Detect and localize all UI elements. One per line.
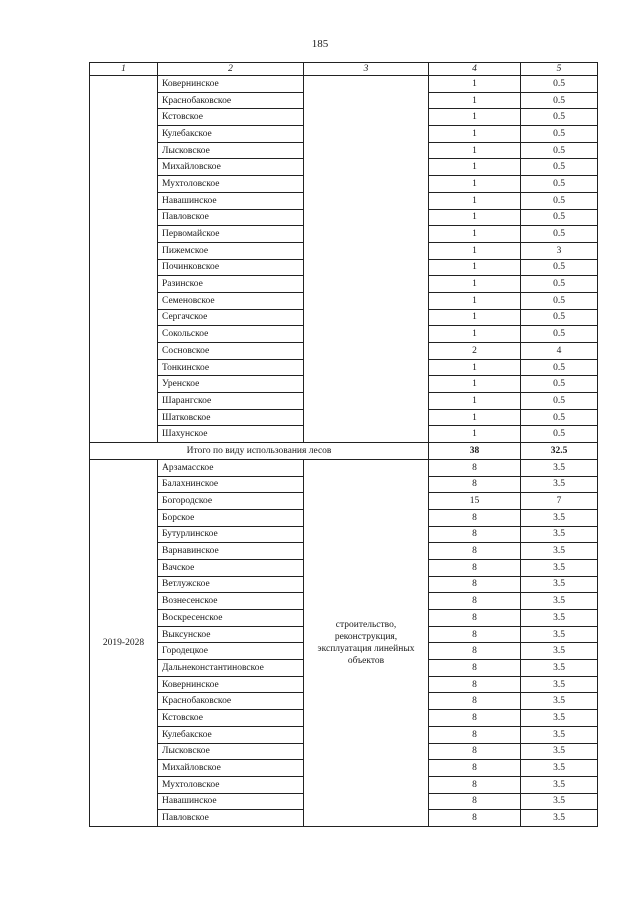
forestry-name-cell: Лысковское xyxy=(158,743,304,760)
count-cell: 8 xyxy=(429,776,521,793)
forestry-name-cell: Тонкинское xyxy=(158,359,304,376)
forestry-name-cell: Кулебакское xyxy=(158,726,304,743)
value-cell: 3.5 xyxy=(521,593,598,610)
count-cell: 8 xyxy=(429,810,521,827)
count-cell: 1 xyxy=(429,309,521,326)
forestry-name-cell: Краснобаковское xyxy=(158,693,304,710)
value-cell: 3.5 xyxy=(521,710,598,727)
forestry-name-cell: Вознесенское xyxy=(158,593,304,610)
table-row xyxy=(90,459,598,476)
count-cell: 8 xyxy=(429,526,521,543)
forestry-name-cell: Михайловское xyxy=(158,760,304,777)
value-cell: 0.5 xyxy=(521,176,598,193)
value-cell: 0.5 xyxy=(521,309,598,326)
count-cell: 8 xyxy=(429,476,521,493)
value-cell: 0.5 xyxy=(521,92,598,109)
forestry-name-cell: Павловское xyxy=(158,209,304,226)
count-cell: 1 xyxy=(429,359,521,376)
count-cell: 1 xyxy=(429,226,521,243)
value-cell: 0.5 xyxy=(521,409,598,426)
value-cell: 3.5 xyxy=(521,776,598,793)
period-cell xyxy=(90,76,158,443)
count-cell: 8 xyxy=(429,793,521,810)
forestry-name-cell: Разинское xyxy=(158,276,304,293)
forestry-name-cell: Шарангское xyxy=(158,393,304,410)
count-cell: 15 xyxy=(429,493,521,510)
total-value-cell: 32.5 xyxy=(521,443,598,460)
value-cell: 3.5 xyxy=(521,526,598,543)
value-cell: 3.5 xyxy=(521,743,598,760)
forestry-name-cell: Дальнеконстантиновское xyxy=(158,660,304,677)
forestry-name-cell: Шатковское xyxy=(158,409,304,426)
forestry-name-cell: Павловское xyxy=(158,810,304,827)
value-cell: 3.5 xyxy=(521,793,598,810)
forestry-name-cell: Семеновское xyxy=(158,292,304,309)
count-cell: 8 xyxy=(429,693,521,710)
forestry-name-cell: Арзамасское xyxy=(158,459,304,476)
forestry-name-cell: Ковернинское xyxy=(158,676,304,693)
value-cell: 0.5 xyxy=(521,209,598,226)
count-cell: 1 xyxy=(429,209,521,226)
value-cell: 0.5 xyxy=(521,376,598,393)
forestry-name-cell: Сосновское xyxy=(158,343,304,360)
count-cell: 1 xyxy=(429,109,521,126)
count-cell: 1 xyxy=(429,126,521,143)
forestry-name-cell: Кулебакское xyxy=(158,126,304,143)
count-cell: 1 xyxy=(429,409,521,426)
count-cell: 8 xyxy=(429,710,521,727)
forestry-name-cell: Варнавинское xyxy=(158,543,304,560)
forestry-name-cell: Сокольское xyxy=(158,326,304,343)
value-cell: 0.5 xyxy=(521,109,598,126)
value-cell: 3.5 xyxy=(521,626,598,643)
value-cell: 3.5 xyxy=(521,693,598,710)
count-cell: 1 xyxy=(429,76,521,93)
value-cell: 3 xyxy=(521,242,598,259)
count-cell: 1 xyxy=(429,326,521,343)
forestry-name-cell: Городецкое xyxy=(158,643,304,660)
value-cell: 0.5 xyxy=(521,326,598,343)
value-cell: 0.5 xyxy=(521,426,598,443)
forest-use-table xyxy=(89,62,598,827)
value-cell: 3.5 xyxy=(521,676,598,693)
count-cell: 1 xyxy=(429,92,521,109)
forestry-name-cell: Ковернинское xyxy=(158,76,304,93)
value-cell: 3.5 xyxy=(521,660,598,677)
period-cell: 2019-2028 xyxy=(90,459,158,826)
purpose-cell xyxy=(304,459,429,826)
total-row xyxy=(90,443,598,460)
value-cell: 0.5 xyxy=(521,393,598,410)
forestry-name-cell: Пижемское xyxy=(158,242,304,259)
count-cell: 8 xyxy=(429,459,521,476)
value-cell: 0.5 xyxy=(521,259,598,276)
value-cell: 3.5 xyxy=(521,509,598,526)
forestry-name-cell: Воскресенское xyxy=(158,610,304,627)
value-cell: 0.5 xyxy=(521,292,598,309)
forestry-name-cell: Шахунское xyxy=(158,426,304,443)
count-cell: 8 xyxy=(429,509,521,526)
forestry-name-cell: Первомайское xyxy=(158,226,304,243)
forestry-name-cell: Ветлужское xyxy=(158,576,304,593)
forestry-name-cell: Навашинское xyxy=(158,793,304,810)
forestry-name-cell: Лысковское xyxy=(158,142,304,159)
count-cell: 1 xyxy=(429,176,521,193)
forestry-name-cell: Вачское xyxy=(158,559,304,576)
count-cell: 1 xyxy=(429,426,521,443)
forestry-name-cell: Уренское xyxy=(158,376,304,393)
count-cell: 8 xyxy=(429,593,521,610)
count-cell: 8 xyxy=(429,576,521,593)
forestry-name-cell: Мухтоловское xyxy=(158,776,304,793)
count-cell: 1 xyxy=(429,192,521,209)
column-header: 2 xyxy=(158,63,304,76)
count-cell: 1 xyxy=(429,259,521,276)
column-header: 3 xyxy=(304,63,429,76)
count-cell: 1 xyxy=(429,159,521,176)
value-cell: 3.5 xyxy=(521,543,598,560)
value-cell: 0.5 xyxy=(521,159,598,176)
count-cell: 8 xyxy=(429,760,521,777)
value-cell: 0.5 xyxy=(521,192,598,209)
column-header: 4 xyxy=(429,63,521,76)
value-cell: 3.5 xyxy=(521,643,598,660)
value-cell: 3.5 xyxy=(521,576,598,593)
forestry-name-cell: Краснобаковское xyxy=(158,92,304,109)
value-cell: 0.5 xyxy=(521,126,598,143)
count-cell: 8 xyxy=(429,676,521,693)
value-cell: 0.5 xyxy=(521,226,598,243)
value-cell: 7 xyxy=(521,493,598,510)
value-cell: 0.5 xyxy=(521,359,598,376)
count-cell: 8 xyxy=(429,559,521,576)
value-cell: 3.5 xyxy=(521,810,598,827)
total-count-cell: 38 xyxy=(429,443,521,460)
value-cell: 0.5 xyxy=(521,142,598,159)
count-cell: 1 xyxy=(429,276,521,293)
forestry-name-cell: Починковское xyxy=(158,259,304,276)
count-cell: 8 xyxy=(429,626,521,643)
value-cell: 3.5 xyxy=(521,726,598,743)
count-cell: 8 xyxy=(429,643,521,660)
forestry-name-cell: Богородское xyxy=(158,493,304,510)
forestry-name-cell: Михайловское xyxy=(158,159,304,176)
column-number-row xyxy=(90,63,598,76)
forestry-name-cell: Сергачское xyxy=(158,309,304,326)
page-number: 185 xyxy=(311,38,329,50)
forestry-name-cell: Мухтоловское xyxy=(158,176,304,193)
count-cell: 1 xyxy=(429,393,521,410)
count-cell: 2 xyxy=(429,343,521,360)
count-cell: 8 xyxy=(429,726,521,743)
value-cell: 3.5 xyxy=(521,559,598,576)
count-cell: 8 xyxy=(429,543,521,560)
forestry-name-cell: Балахнинское xyxy=(158,476,304,493)
value-cell: 3.5 xyxy=(521,610,598,627)
forestry-name-cell: Кстовское xyxy=(158,710,304,727)
total-label-cell: Итого по виду использования лесов xyxy=(90,443,429,460)
purpose-text: строительство, реконструкция, эксплуатация линейных объектов xyxy=(317,619,415,666)
forestry-name-cell: Навашинское xyxy=(158,192,304,209)
forestry-name-cell: Борское xyxy=(158,509,304,526)
value-cell: 3.5 xyxy=(521,459,598,476)
count-cell: 1 xyxy=(429,376,521,393)
count-cell: 8 xyxy=(429,743,521,760)
value-cell: 0.5 xyxy=(521,76,598,93)
value-cell: 3.5 xyxy=(521,476,598,493)
count-cell: 1 xyxy=(429,242,521,259)
forestry-name-cell: Бутурлинское xyxy=(158,526,304,543)
count-cell: 8 xyxy=(429,660,521,677)
forestry-name-cell: Кстовское xyxy=(158,109,304,126)
value-cell: 4 xyxy=(521,343,598,360)
forestry-name-cell: Выксунское xyxy=(158,626,304,643)
count-cell: 1 xyxy=(429,292,521,309)
purpose-cell xyxy=(304,76,429,443)
table-row xyxy=(90,76,598,93)
column-header: 1 xyxy=(90,63,158,76)
count-cell: 8 xyxy=(429,610,521,627)
value-cell: 3.5 xyxy=(521,760,598,777)
count-cell: 1 xyxy=(429,142,521,159)
column-header: 5 xyxy=(521,63,598,76)
value-cell: 0.5 xyxy=(521,276,598,293)
